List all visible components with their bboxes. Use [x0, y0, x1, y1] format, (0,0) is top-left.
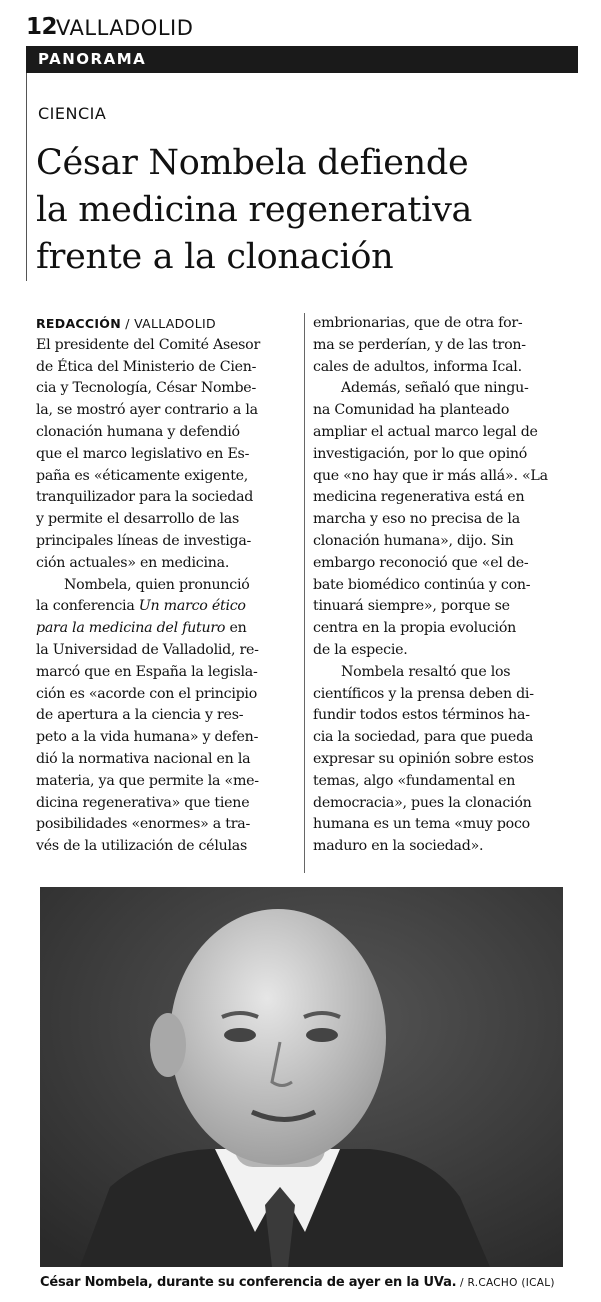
photo-caption	[40, 1275, 563, 1290]
byline-separator: /	[121, 316, 135, 331]
text-line: expresar su opinión sobre estos	[313, 750, 534, 767]
paragraph	[36, 575, 298, 858]
text-line: Además, señaló que ningu-	[341, 380, 529, 397]
text-line: vés de la utilización de células	[36, 838, 248, 855]
text-line: democracia», pues la clonación	[313, 794, 532, 811]
text-line	[36, 618, 298, 640]
text-line: maduro en la sociedad».	[313, 838, 484, 855]
text-line: cia y Tecnología, César Nombe-	[36, 380, 256, 397]
text-line: humana es un tema «muy poco	[313, 816, 530, 833]
text-line: posibilidades «enormes» a tra-	[36, 816, 251, 833]
text-line: fundir todos estos términos ha-	[313, 707, 530, 724]
section-bar-label: PANORAMA	[38, 50, 147, 68]
text-line: Nombela resaltó que los	[341, 663, 511, 680]
text-fragment: en	[225, 620, 247, 637]
text-line: de la especie.	[313, 641, 408, 658]
byline-author: REDACCIÓN	[36, 316, 121, 331]
portrait-illustration	[40, 887, 563, 1267]
text-line: embargo reconoció que «el de-	[313, 554, 529, 571]
text-line: centra en la propia evolución	[313, 620, 517, 637]
text-line: investigación, por lo que opinó	[313, 445, 528, 462]
paragraph	[36, 335, 298, 575]
text-line: Nombela, quien pronunció	[64, 576, 250, 593]
text-line: científicos y la prensa deben di-	[313, 685, 534, 702]
headline-line: la medicina regenerativa	[36, 190, 473, 230]
paragraph	[313, 662, 575, 858]
paragraph	[313, 313, 575, 378]
conference-title: para la medicina del futuro	[36, 620, 226, 637]
paragraph	[313, 378, 575, 661]
text-line: tinuará siempre», porque se	[313, 598, 510, 615]
text-line: bate biomédico continúa y con-	[313, 576, 531, 593]
article-headline	[36, 140, 576, 281]
caption-text: César Nombela, durante su conferencia de ayer en la UVa.	[40, 1275, 457, 1290]
article-column-left	[36, 313, 298, 858]
left-rule	[26, 73, 27, 281]
text-line: la Universidad de Valladolid, re-	[36, 641, 259, 658]
text-line: embrionarias, que de otra for-	[313, 315, 523, 331]
text-line: de apertura a la ciencia y res-	[36, 707, 244, 724]
text-line: clonación humana», dijo. Sin	[313, 532, 514, 549]
text-line: marcó que en España la legisla-	[36, 663, 258, 680]
section-bar	[26, 46, 578, 73]
text-line: clonación humana y defendió	[36, 423, 240, 440]
text-line: marcha y eso no precisa de la	[313, 511, 520, 528]
text-line: medicina regenerativa está en	[313, 489, 525, 506]
headline-line: frente a la clonación	[36, 237, 394, 277]
eye-shape	[306, 1028, 338, 1042]
headline-line: César Nombela defiende	[36, 143, 469, 183]
text-line: la, se mostró ayer contrario a la	[36, 402, 258, 419]
text-line: cales de adultos, informa Ical.	[313, 358, 522, 375]
page-section-name: VALLADOLID	[56, 16, 194, 40]
article-photo	[40, 887, 563, 1267]
text-line: na Comunidad ha planteado	[313, 402, 510, 419]
text-line	[36, 596, 298, 618]
text-line: que el marco legislativo en Es-	[36, 445, 250, 462]
eye-shape	[224, 1028, 256, 1042]
text-line: dió la normativa nacional en la	[36, 750, 251, 767]
text-fragment: la conferencia	[36, 598, 139, 615]
text-line: ampliar el actual marco legal de	[313, 423, 538, 440]
text-line: que «no hay que ir más allá». «La	[313, 467, 548, 484]
text-line: paña es «éticamente exigente,	[36, 467, 249, 484]
text-line: cia la sociedad, para que pueda	[313, 729, 534, 746]
photo-credit: / R.CACHO (ICAL)	[456, 1277, 555, 1289]
ear-shape	[150, 1013, 186, 1077]
conference-title: Un marco ético	[138, 598, 246, 615]
text-line: de Ética del Ministerio de Cien-	[36, 358, 257, 375]
text-line: y permite el desarrollo de las	[36, 511, 240, 528]
text-line: principales líneas de investiga-	[36, 532, 252, 549]
head-shape	[170, 909, 386, 1165]
byline-location: VALLADOLID	[134, 316, 216, 331]
text-line: tranquilizador para la sociedad	[36, 489, 254, 506]
text-line: dicina regenerativa» que tiene	[36, 794, 250, 811]
text-line: ción es «acorde con el principio	[36, 685, 258, 702]
article-column-right	[313, 313, 575, 858]
text-line: temas, algo «fundamental en	[313, 772, 516, 789]
text-line: materia, ya que permite la «me-	[36, 772, 259, 789]
text-line: peto a la vida humana» y defen-	[36, 729, 259, 746]
column-divider	[304, 313, 305, 873]
page-header	[26, 8, 586, 44]
text-line: ción actuales» en medicina.	[36, 554, 230, 571]
text-line: El presidente del Comité Asesor	[36, 336, 261, 353]
article-category: CIENCIA	[38, 104, 107, 123]
text-line: ma se perderían, y de las tron-	[313, 336, 526, 353]
page-number: 12	[26, 14, 58, 40]
byline	[36, 313, 298, 335]
